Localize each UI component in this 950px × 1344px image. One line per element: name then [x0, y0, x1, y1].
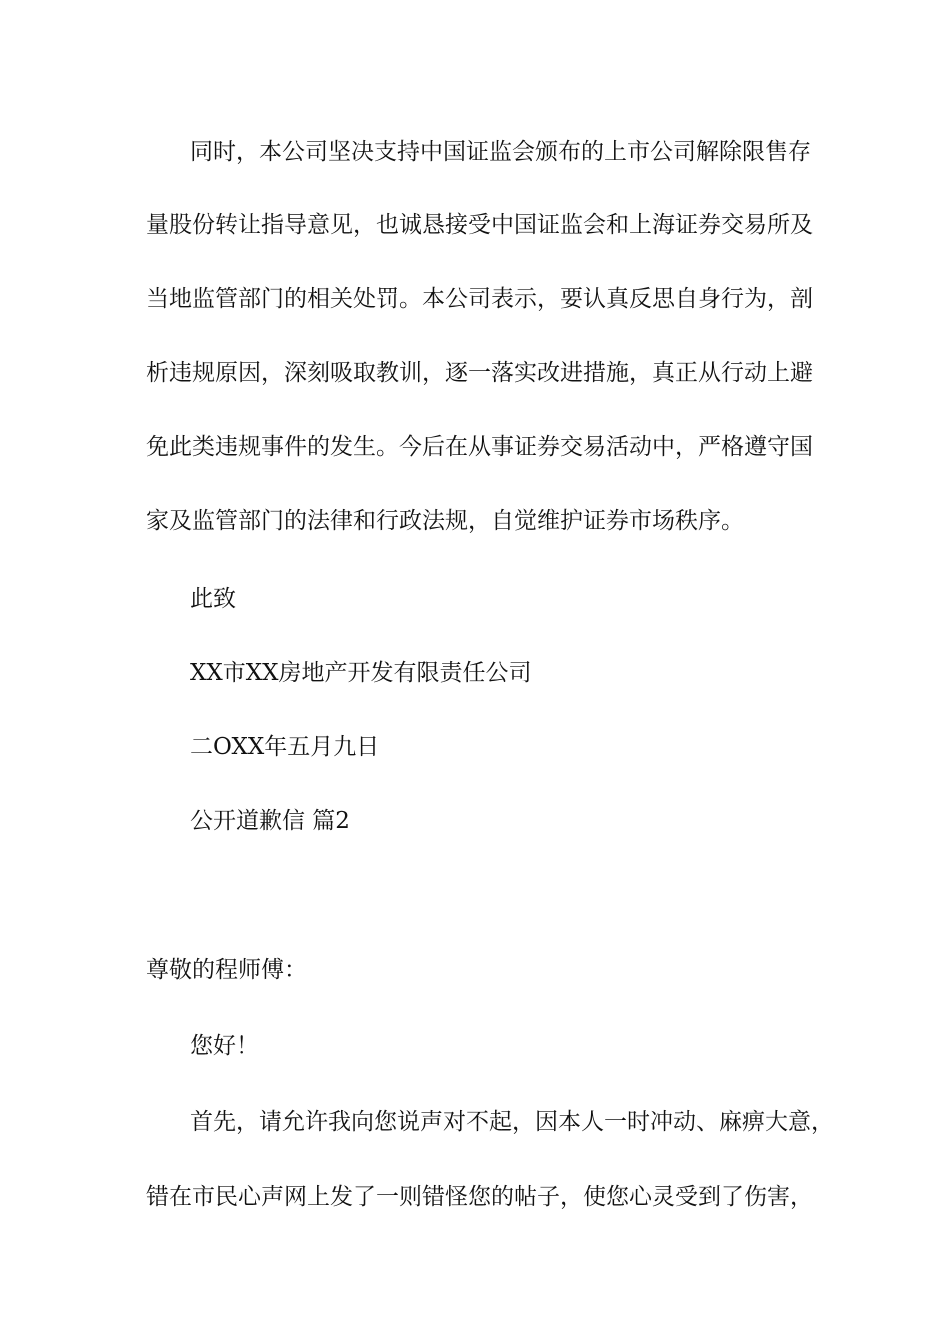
paragraph-line: 同时，本公司坚决支持中国证监会颁布的上市公司解除限售存	[190, 139, 811, 165]
section-heading: 公开道歉信 篇2	[190, 808, 350, 834]
paragraph-line: 当地监管部门的相关处罚。本公司表示，要认真反思自身行为，剖	[146, 286, 813, 312]
salutation-closing: 此致	[190, 586, 236, 612]
signature-date: 二OXX年五月九日	[190, 734, 380, 760]
paragraph-line: 首先，请允许我向您说声对不起，因本人一时冲动、麻痹大意，	[190, 1109, 834, 1135]
paragraph-line: 析违规原因，深刻吸取教训，逐一落实改进措施，真正从行动上避	[146, 360, 813, 386]
signature-company: XX市XX房地产开发有限责任公司	[190, 660, 532, 686]
paragraph-line: 免此类违规事件的发生。今后在从事证券交易活动中，严格遵守国	[146, 434, 813, 460]
paragraph-line: 家及监管部门的法律和行政法规，自觉维护证券市场秩序。	[146, 508, 744, 534]
paragraph-line: 量股份转让指导意见，也诚恳接受中国证监会和上海证券交易所及	[146, 212, 813, 238]
letter-salutation: 尊敬的程师傅：	[146, 957, 307, 983]
greeting-line: 您好！	[190, 1033, 259, 1059]
paragraph-line: 错在市民心声网上发了一则错怪您的帖子，使您心灵受到了伤害，	[146, 1184, 813, 1210]
